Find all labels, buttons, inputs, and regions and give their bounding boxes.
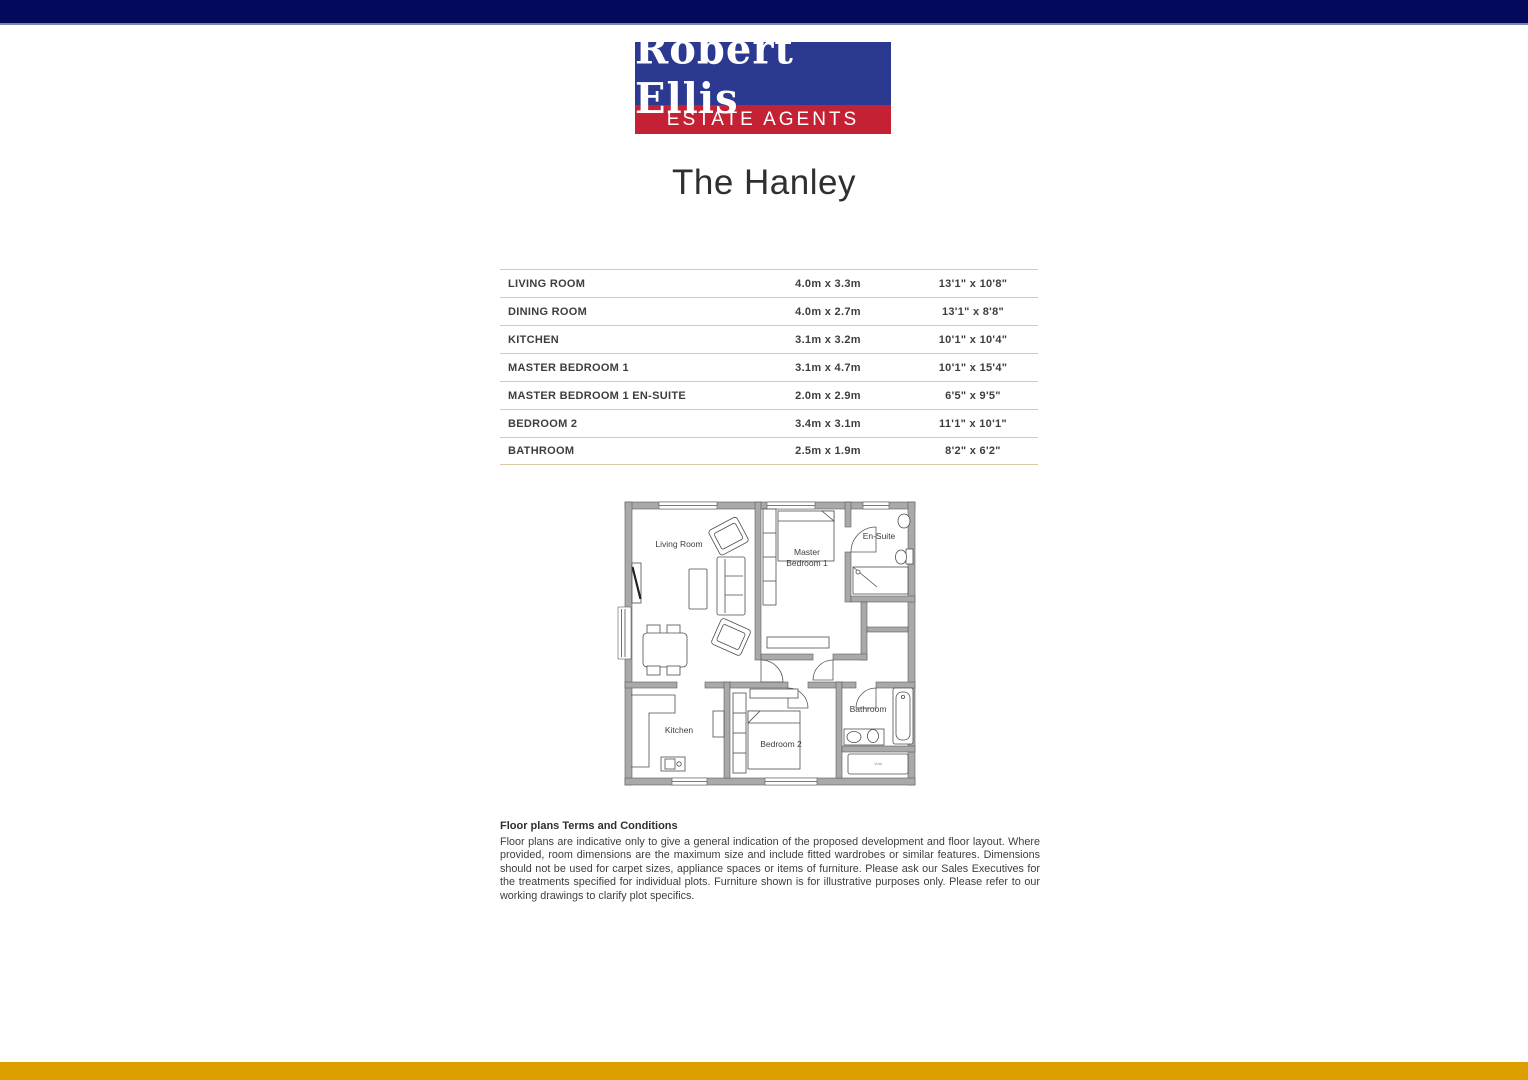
imperial-dimensions: 13'1" x 8'8" (941, 305, 1005, 318)
metric-dimensions: 3.1m x 4.7m (795, 361, 861, 374)
room-name: DINING ROOM (508, 305, 588, 318)
bottom-gold-bar (0, 1062, 1528, 1080)
agency-logo (635, 24, 891, 134)
table-row (500, 409, 1038, 437)
terms-heading: Floor plans Terms and Conditions (500, 820, 678, 832)
master-bedroom-furniture (763, 509, 834, 648)
metric-dimensions: 3.1m x 3.2m (795, 333, 861, 346)
logo-title: Robert Ellis (635, 24, 794, 123)
imperial-dimensions: 11'1" x 10'1" (939, 417, 1007, 430)
void-label: Void (874, 761, 882, 766)
table-row (500, 269, 1038, 297)
bedroom2-furniture (733, 689, 800, 773)
room-name: LIVING ROOM (508, 277, 586, 290)
top-navy-bar (0, 0, 1528, 25)
en-suite-label: En-Suite (862, 531, 896, 541)
master-bedroom-label-2: Bedroom 1 (786, 558, 828, 568)
table-row (500, 297, 1038, 325)
metric-dimensions: 4.0m x 3.3m (795, 277, 861, 290)
imperial-dimensions: 6'5" x 9'5" (945, 389, 1001, 402)
ensuite-furniture (853, 514, 913, 594)
metric-dimensions: 4.0m x 2.7m (795, 305, 861, 318)
logo-subtitle: ESTATE AGENTS (666, 108, 860, 130)
terms-body: Floor plans are indicative only to give a general indication of the proposed development and floor layout. Where provided, room dimensions are the maximum size and include fitted wardrobes or similar features. Dimensions should not be used for carpet sizes, appliance spaces or items of furniture. Please ask our Sales Executives for the treatments specified for individual plots. Furniture shown is for illustrative purposes only. Please refer to our working drawings to clarify plot specifics. (500, 836, 1040, 902)
table-row (500, 437, 1038, 465)
terms-and-conditions (500, 820, 1040, 903)
bathroom-label: Bathroom (849, 704, 887, 714)
imperial-dimensions: 10'1" x 15'4" (938, 361, 1008, 374)
kitchen-label: Kitchen (664, 725, 694, 735)
metric-dimensions: 2.5m x 1.9m (795, 445, 861, 457)
imperial-dimensions: 13'1" x 10'8" (938, 277, 1008, 290)
floor-plan-drawing (617, 497, 922, 792)
room-dimensions-table (500, 269, 1038, 465)
metric-dimensions: 3.4m x 3.1m (795, 417, 861, 430)
floor-plan (617, 497, 922, 792)
table-row (500, 325, 1038, 353)
room-name: MASTER BEDROOM 1 (508, 361, 629, 374)
room-name: BATHROOM (508, 445, 575, 457)
room-name: BEDROOM 2 (508, 417, 578, 430)
table-row (500, 381, 1038, 409)
page-title: The Hanley (672, 163, 856, 202)
metric-dimensions: 2.0m x 2.9m (795, 389, 861, 402)
bathroom-furniture (844, 688, 913, 745)
imperial-dimensions: 8'2" x 6'2" (945, 445, 1001, 457)
master-bedroom-label-1: Master (794, 547, 820, 557)
room-name: KITCHEN (508, 333, 559, 346)
imperial-dimensions: 10'1" x 10'4" (938, 333, 1008, 346)
table-row (500, 353, 1038, 381)
living-room-label: Living Room (655, 539, 703, 549)
bedroom2-label: Bedroom 2 (760, 739, 802, 749)
room-name: MASTER BEDROOM 1 EN-SUITE (508, 389, 687, 402)
